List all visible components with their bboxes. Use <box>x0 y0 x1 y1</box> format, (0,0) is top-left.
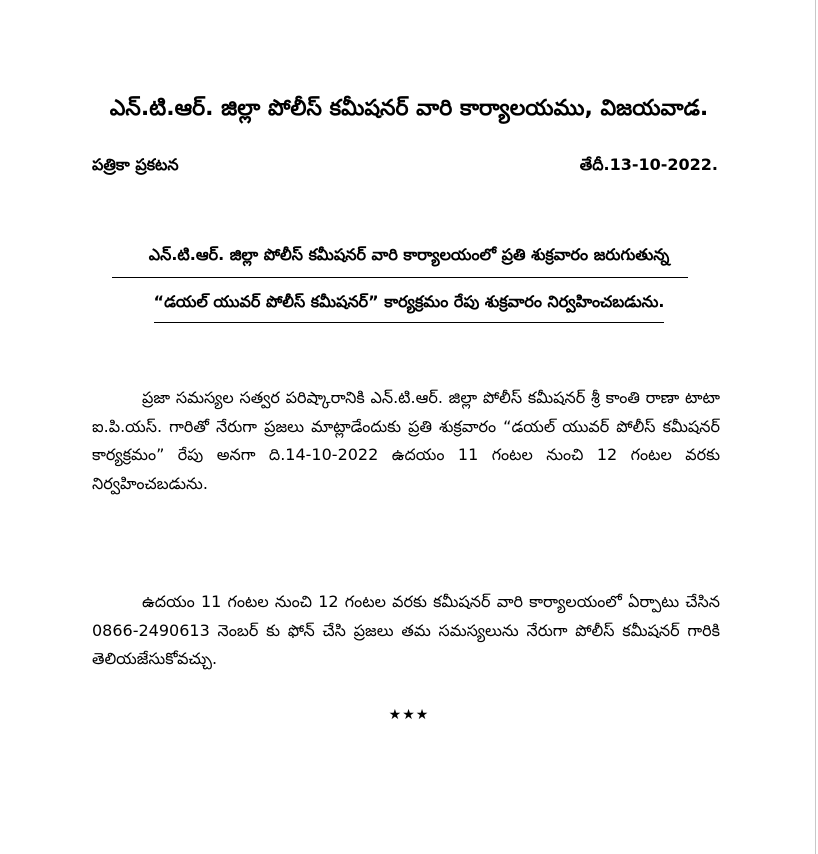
release-date: తేదీ.13-10-2022. <box>579 155 718 174</box>
closing-stars: ★★★ <box>388 707 430 723</box>
press-release-header <box>92 155 718 178</box>
headline-line-2: “డయల్ యువర్ పోలీస్ కమీషనర్” కార్యక్రమం రేపు శుక్రవారం నిర్వహించబడును. <box>153 292 665 311</box>
page-edge-divider <box>815 0 816 854</box>
headline-underline-2 <box>154 322 664 323</box>
headline-line-1: ఎన్.టి.ఆర్. జిల్లా పోలీస్ కమీషనర్ వారి కార్యాలయంలో ప్రతి శుక్రవారం జరుగుతున్న <box>148 245 670 264</box>
body-paragraph-2: ఉదయం 11 గంటల నుంచి 12 గంటల వరకు కమీషనర్ వారి కార్యాలయంలో ఏర్పాటు చేసిన 0866-2490613 నెంబర్ కు ఫోన్ చేసి ప్రజలు తమ సమస్యలును నేరుగా పోలీస్ కమీషనర్ గారికి తెలియజేసుకోవచ్చు. <box>92 592 720 668</box>
body-paragraph-1: ప్రజా సమస్యల సత్వర పరిష్కారానికి ఎన్.టి.ఆర్. జిల్లా పోలీస్ కమీషనర్ శ్రీ కాంతి రాణా టాటా ఐ.పి.యస్. గారితో నేరుగా ప్రజలు మాట్లాడేందుకు ప్రతి శుక్రవారం “డయల్ యువర్ పోలీస్ కమీషనర్ కార్యక్రమం” రేపు అనగా ది.14-10-2022 ఉదయం 11 గంటల నుంచి 12 గంటల వరకు నిర్వహించబడును. <box>92 388 720 493</box>
office-title: ఎన్.టి.ఆర్. జిల్లా పోలీస్ కమీషనర్ వారి కార్యాలయము, విజయవాడ. <box>109 96 709 121</box>
press-release-label: పత్రికా ప్రకటన <box>92 155 179 174</box>
headline-underline-1 <box>112 277 688 278</box>
